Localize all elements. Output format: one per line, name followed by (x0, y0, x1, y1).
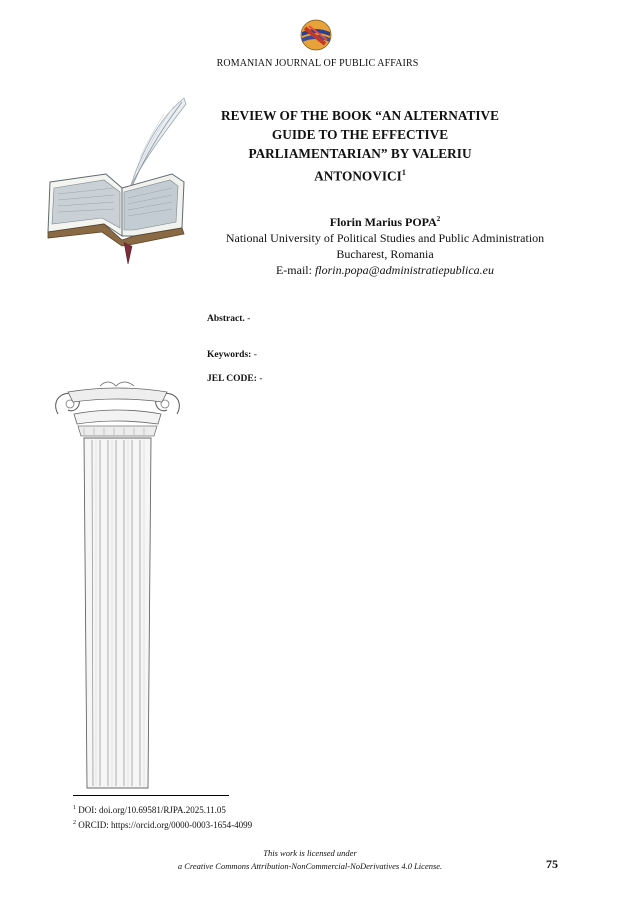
abstract-line (207, 314, 250, 324)
author-footnote-mark[interactable]: 2 (436, 215, 441, 223)
footnote-text[interactable]: DOI: doi.org/10.69581/RJPA.2025.11.05 (76, 805, 226, 815)
footnotes (73, 802, 252, 832)
keywords-value: - (251, 350, 257, 360)
footnote-separator (73, 795, 229, 796)
license-line-1: This work is licensed under (263, 848, 357, 858)
abstract-value: - (244, 314, 251, 324)
author-email-line (200, 262, 570, 278)
title-footnote-mark[interactable]: 1 (401, 168, 406, 177)
email-label: E-mail: (275, 263, 315, 277)
author-email[interactable]: florin.popa@administratiepublica.eu (314, 263, 495, 277)
author-affiliation: National University of Political Studies and Public Administration (225, 231, 545, 245)
ionic-column-illustration (50, 380, 185, 790)
license-line-2[interactable]: a Creative Commons Attribution-NonCommercial-NoDerivatives 4.0 License. (177, 861, 443, 871)
footnote-text[interactable]: ORCID: https://orcid.org/0000-0003-1654-4099 (76, 820, 253, 830)
footnote-orcid (73, 817, 252, 832)
author-name (200, 211, 570, 230)
jel-code-value: - (256, 374, 263, 384)
author-location: Bucharest, Romania (336, 247, 434, 261)
page-number: 75 (546, 857, 558, 871)
author-block (200, 211, 570, 278)
keywords-label: Keywords: (207, 350, 252, 360)
jel-code-label: JEL CODE: (207, 374, 257, 384)
article-title-text: REVIEW OF THE BOOK “AN ALTERNATIVE GUIDE TO THE EFFECTIVE PARLIAMENTARIAN” BY VALERIU ANTONOVICI (221, 108, 499, 184)
abstract-label: Abstract. (207, 314, 245, 324)
book-quill-illustration (44, 96, 194, 266)
journal-name: ROMANIAN JOURNAL OF PUBLIC AFFAIRS (216, 58, 419, 69)
jel-code-line (207, 374, 262, 384)
article-title (205, 106, 515, 185)
footnote-mark: 1 (73, 805, 76, 811)
footnote-mark: 2 (73, 820, 76, 826)
journal-logo-icon (299, 18, 333, 52)
license-notice (150, 847, 470, 873)
keywords-line (207, 350, 257, 360)
footnote-doi (73, 802, 252, 817)
author-name-text: Florin Marius POPA (329, 215, 437, 229)
